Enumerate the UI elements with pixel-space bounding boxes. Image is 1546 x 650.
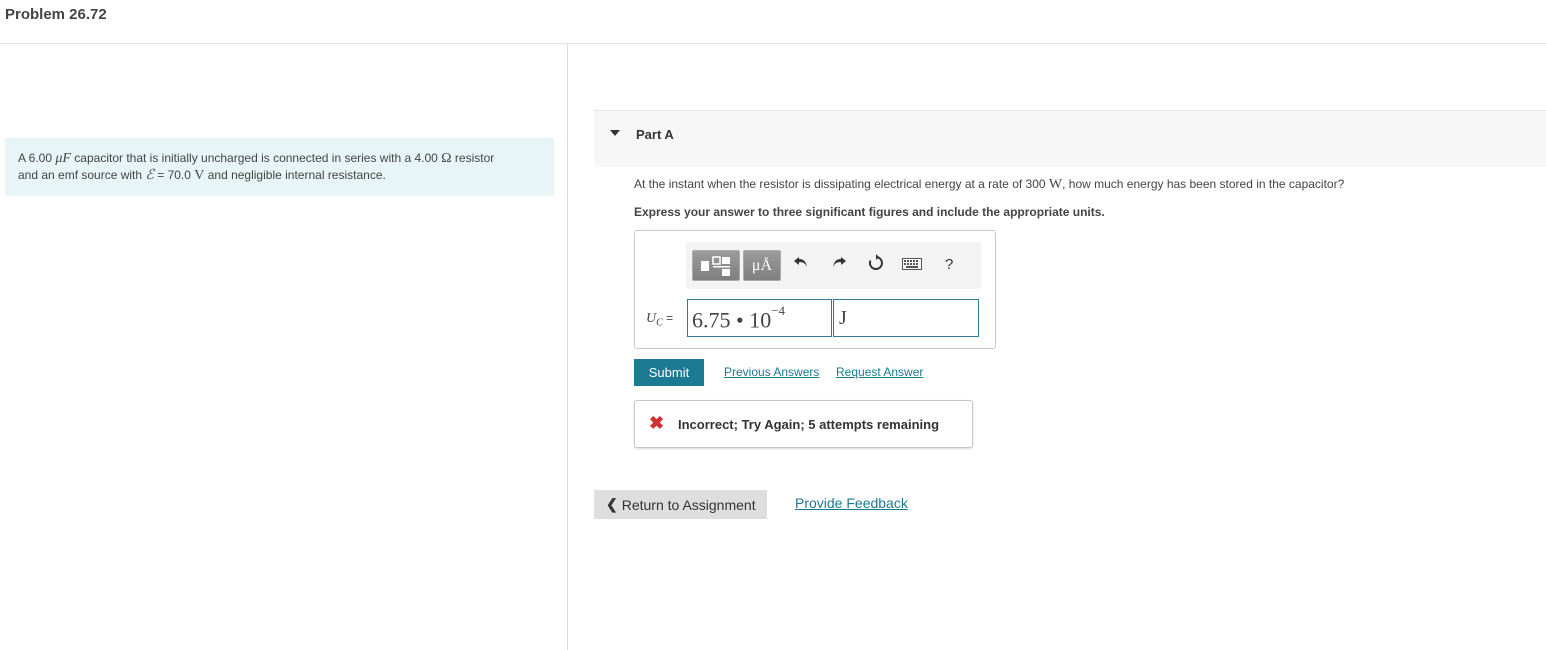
incorrect-x-icon: ✖ — [649, 413, 665, 433]
part-a-header[interactable] — [594, 110, 1546, 167]
panel-divider — [567, 43, 568, 650]
caret-down-icon[interactable] — [610, 130, 620, 136]
answer-unit-field[interactable]: J — [833, 299, 979, 337]
previous-answers-link[interactable]: Previous Answers — [724, 365, 820, 379]
answer-value-field[interactable]: 6.75 • $10^{-4}$ — [687, 299, 832, 337]
feedback-message: Incorrect; Try Again; 5 attempts remaining — [678, 417, 940, 432]
undo-icon[interactable] — [793, 254, 809, 275]
redo-icon[interactable] — [831, 254, 847, 275]
part-label: Part A — [636, 127, 674, 142]
math-toolbar — [686, 242, 981, 289]
unit-volt: V — [194, 168, 205, 183]
emf-symbol: ℰ — [145, 168, 154, 183]
provide-feedback-link[interactable]: Provide Feedback — [795, 495, 908, 511]
request-answer-link[interactable]: Request Answer — [836, 365, 924, 379]
unit-watt: W — [1048, 177, 1063, 192]
help-icon[interactable]: ? — [945, 256, 954, 273]
unit-microfarad: μF — [55, 151, 71, 166]
templates-icon[interactable] — [692, 250, 740, 281]
feedback-box — [634, 400, 973, 448]
page-title: Problem 26.72 — [5, 6, 107, 23]
reset-icon[interactable] — [867, 254, 885, 277]
unit-ohm: Ω — [441, 151, 452, 166]
answer-box — [634, 230, 996, 349]
header-divider — [0, 43, 1546, 44]
problem-statement: A 6.00 μF capacitor that is initially uncharged is connected in series with a 4.00 Ω resistor and an emf source with ℰ = 70.0 V and negligible internal resistance. — [5, 138, 554, 196]
answer-variable-label: $U_C$ = — [646, 311, 674, 329]
submit-button[interactable]: Submit — [634, 359, 704, 386]
keyboard-icon[interactable] — [902, 257, 922, 275]
return-to-assignment-button[interactable]: ❮ Return to Assignment — [594, 490, 767, 519]
instructions: Express your answer to three significant figures and include the appropriate units. — [634, 205, 1105, 219]
chevron-left-icon: ❮ — [606, 496, 618, 512]
question-text: At the instant when the resistor is dissipating electrical energy at a rate of 300 W, how much energy has been stored in the capacitor? — [634, 177, 1345, 192]
units-icon[interactable]: μÅ — [743, 250, 781, 281]
